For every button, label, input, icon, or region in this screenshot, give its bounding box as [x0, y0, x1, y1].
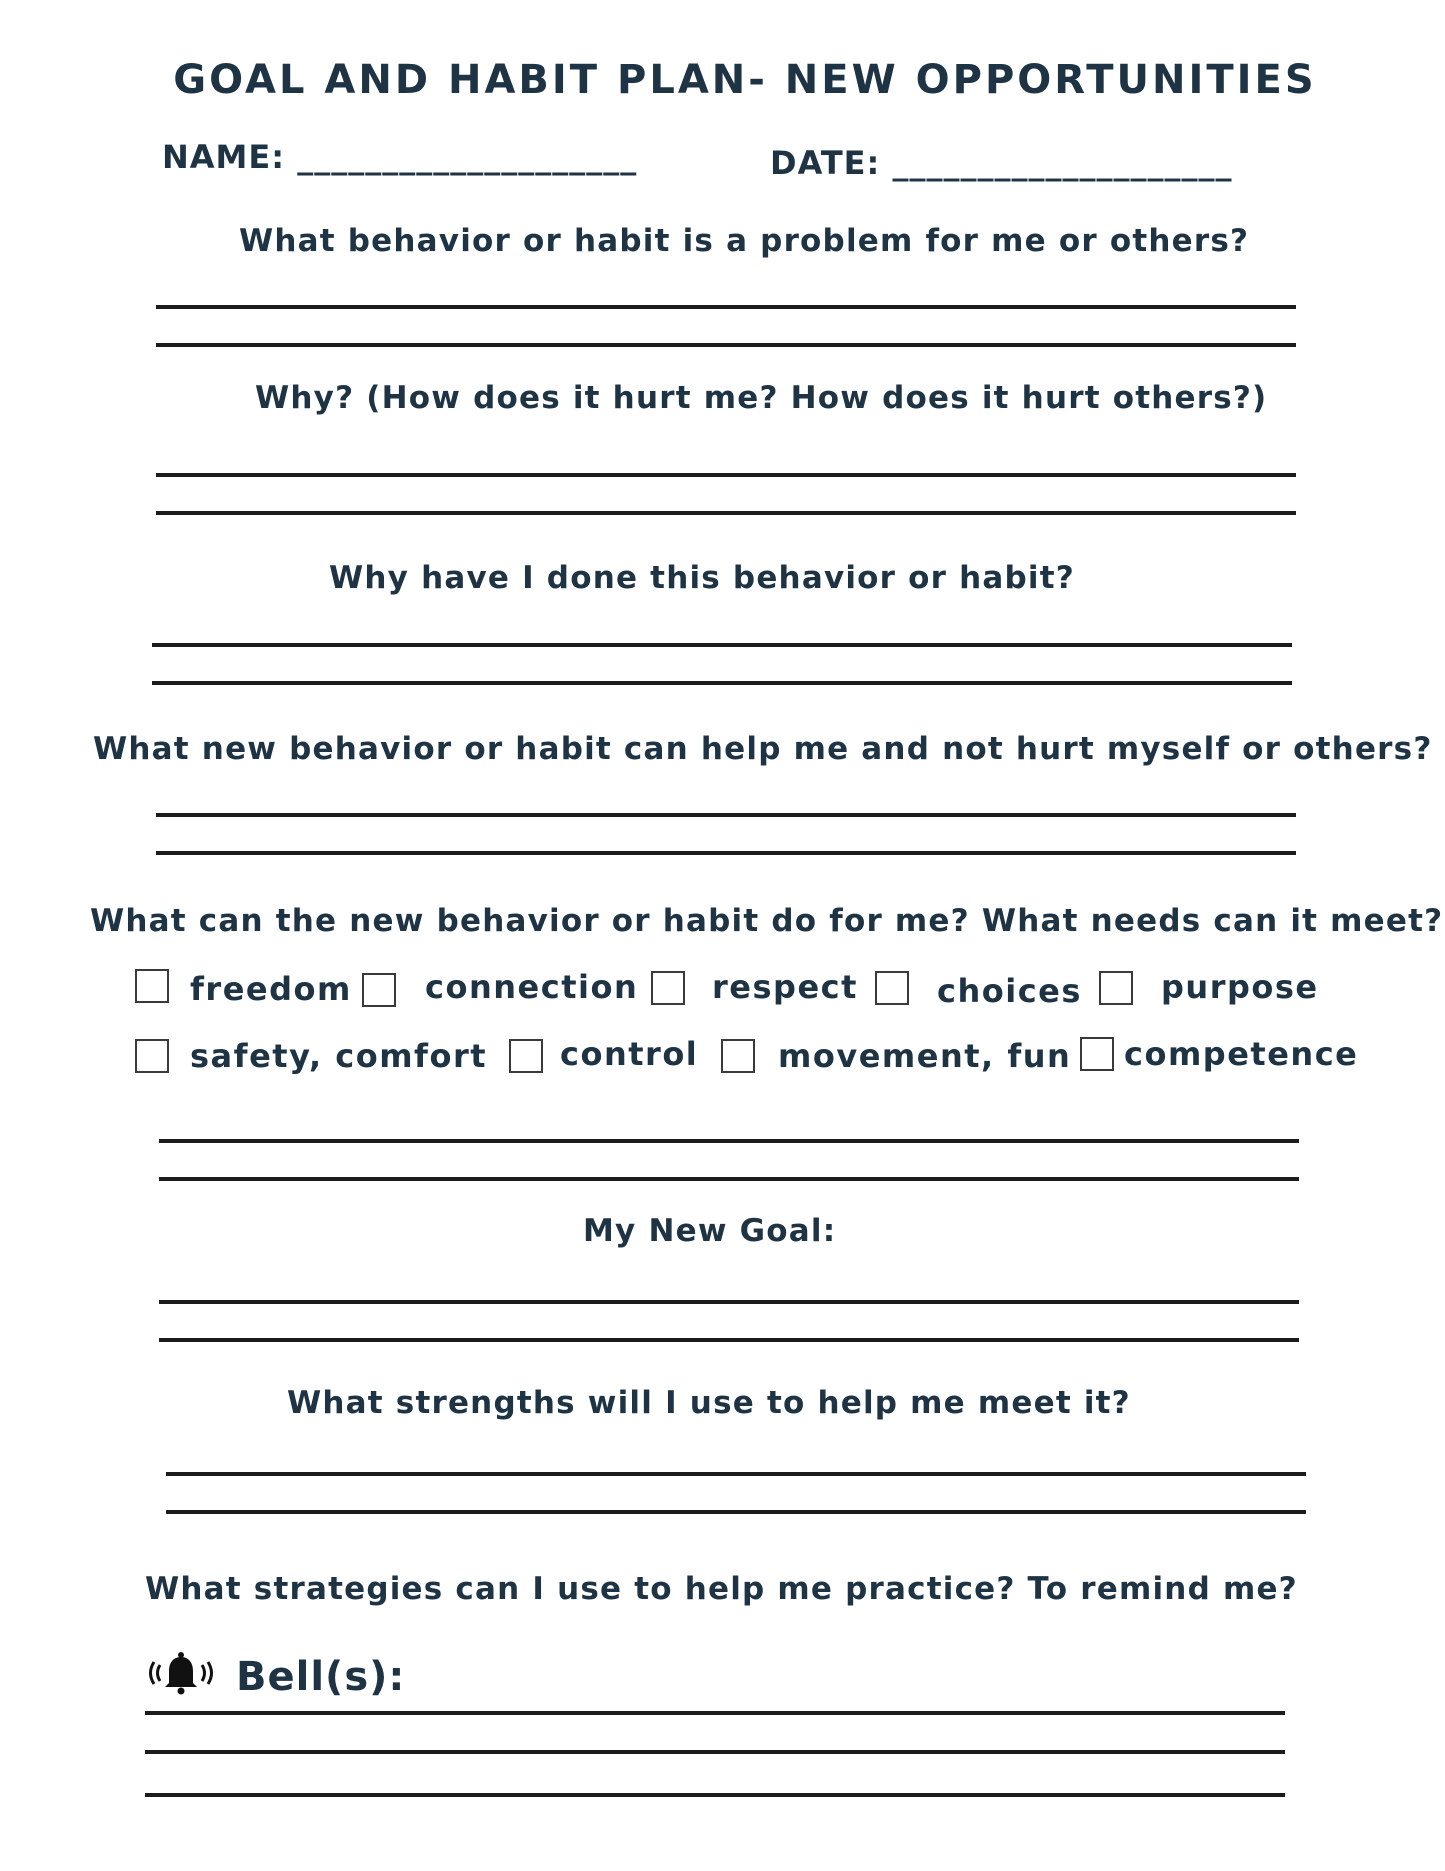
answer-line[interactable]: [156, 851, 1296, 855]
question-new-goal: My New Goal:: [583, 1213, 837, 1249]
answer-line[interactable]: [152, 681, 1292, 685]
checkbox-safety-comfort[interactable]: [135, 1039, 169, 1073]
checkbox-movement-fun[interactable]: [721, 1039, 755, 1073]
checkbox-freedom[interactable]: [135, 969, 169, 1003]
checkbox-choices[interactable]: [875, 971, 909, 1005]
bell-label: Bell(s):: [236, 1654, 406, 1700]
checkbox-respect[interactable]: [651, 971, 685, 1005]
question-strengths: What strengths will I use to help me meet it?: [287, 1385, 1131, 1421]
answer-line[interactable]: [166, 1472, 1306, 1476]
answer-line[interactable]: [156, 473, 1296, 477]
answer-line[interactable]: [159, 1300, 1299, 1304]
answer-line[interactable]: [145, 1750, 1285, 1754]
name-field[interactable]: NAME: ____________________: [162, 138, 638, 176]
question-needs: What can the new behavior or habit do for me? What needs can it meet?: [90, 903, 1444, 939]
answer-line[interactable]: [156, 813, 1296, 817]
answer-line[interactable]: [159, 1139, 1299, 1143]
answer-line[interactable]: [145, 1711, 1285, 1715]
question-strategies: What strategies can I use to help me practice? To remind me?: [145, 1571, 1298, 1607]
need-label-competence: competence: [1124, 1035, 1359, 1073]
checkbox-purpose[interactable]: [1099, 971, 1133, 1005]
answer-line[interactable]: [156, 343, 1296, 347]
question-new-behavior: What new behavior or habit can help me and not hurt myself or others?: [93, 731, 1433, 767]
page-title: GOAL AND HABIT PLAN- NEW OPPORTUNITIES: [173, 57, 1317, 103]
need-label-movement-fun: movement, fun: [778, 1037, 1072, 1075]
question-problem-behavior: What behavior or habit is a problem for me or others?: [239, 223, 1250, 259]
answer-line[interactable]: [159, 1338, 1299, 1342]
checkbox-control[interactable]: [509, 1039, 543, 1073]
need-label-connection: connection: [425, 968, 639, 1006]
need-label-freedom: freedom: [190, 970, 352, 1008]
bell-ringing-icon: [147, 1651, 215, 1695]
answer-line[interactable]: [152, 643, 1292, 647]
answer-line[interactable]: [156, 511, 1296, 515]
answer-line[interactable]: [156, 305, 1296, 309]
need-label-safety-comfort: safety, comfort: [190, 1037, 488, 1075]
need-label-purpose: purpose: [1161, 968, 1319, 1006]
question-why-done: Why have I done this behavior or habit?: [329, 560, 1075, 596]
question-why-hurt: Why? (How does it hurt me? How does it hurt others?): [255, 380, 1268, 416]
need-label-respect: respect: [712, 968, 858, 1006]
date-field[interactable]: DATE: ____________________: [770, 144, 1233, 182]
answer-line[interactable]: [159, 1177, 1299, 1181]
checkbox-competence[interactable]: [1080, 1037, 1114, 1071]
answer-line[interactable]: [166, 1510, 1306, 1514]
answer-line[interactable]: [145, 1793, 1285, 1797]
need-label-choices: choices: [937, 972, 1082, 1010]
checkbox-connection[interactable]: [362, 973, 396, 1007]
need-label-control: control: [560, 1035, 699, 1073]
